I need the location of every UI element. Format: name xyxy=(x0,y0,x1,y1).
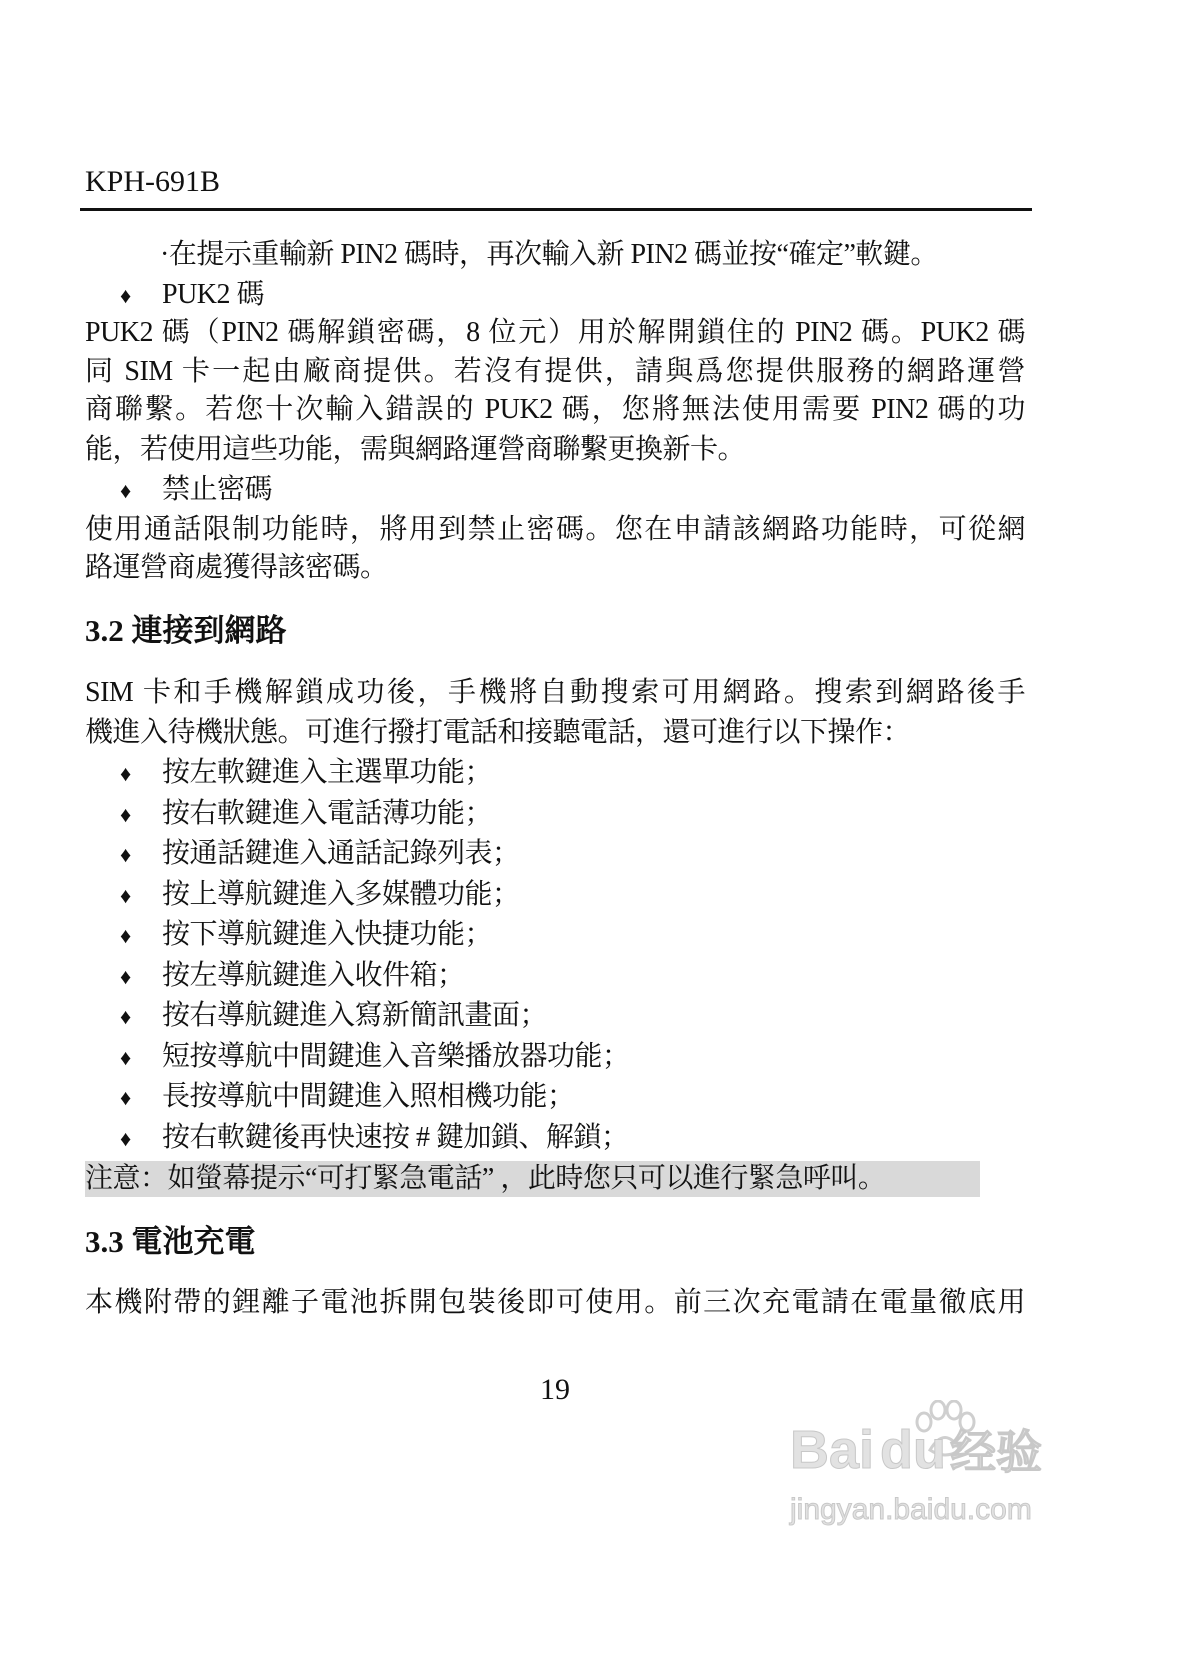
puk2-line: 能，若使用這些功能，需與網路運營商聯繫更換新卡。 xyxy=(85,434,746,465)
operation-list-item xyxy=(120,877,520,913)
puk2-title: PUK2 碼 xyxy=(162,279,265,310)
puk2-line: 商聯繫。若您十次輸入錯誤的 PUK2 碼，您將無法使用需要 PIN2 碼的功 xyxy=(85,394,1025,425)
operation-list-item xyxy=(120,1079,575,1115)
diamond-bullet-icon: ♦ xyxy=(120,478,131,503)
barring-line: 路運營商處獲得該密碼。 xyxy=(85,552,388,583)
diamond-bullet-icon: ♦ xyxy=(120,1004,131,1029)
pin2-confirm-line: ·在提示重輸新 PIN2 碼時，再次輸入新 PIN2 碼並按“確定”軟鍵。 xyxy=(160,239,938,270)
header-rule xyxy=(80,208,1032,211)
diamond-bullet-icon: ♦ xyxy=(120,842,131,867)
diamond-bullet-icon: ♦ xyxy=(120,1125,131,1151)
operation-text: 按右軟鍵進入電話薄功能； xyxy=(162,797,493,829)
operation-list-item xyxy=(120,998,547,1034)
section-heading-3-3: 3.3 電池充電 xyxy=(85,1224,256,1259)
diamond-bullet-icon: ♦ xyxy=(120,882,131,908)
bullet-barring xyxy=(120,472,272,508)
bullet-puk2 xyxy=(120,277,264,313)
operation-list-item xyxy=(120,796,492,832)
operation-text: 按上導航鍵進入多媒體功能； xyxy=(162,878,520,910)
operation-list-item xyxy=(120,958,465,994)
puk2-line: 同 SIM 卡一起由廠商提供。若沒有提供，請與爲您提供服務的網路運營 xyxy=(85,356,1025,387)
emergency-note: 注意：如螢幕提示“可打緊急電話” ，此時您只可以進行緊急呼叫。 xyxy=(85,1161,980,1197)
operation-text: 長按導航中間鍵進入照相機功能； xyxy=(162,1081,575,1112)
operation-text: 按下導航鍵進入快捷功能； xyxy=(162,919,493,950)
diamond-bullet-icon: ♦ xyxy=(120,801,131,827)
document-header-model: KPH-691B xyxy=(85,165,221,198)
operation-text: 按左導航鍵進入收件箱； xyxy=(162,959,465,991)
section-heading-3-2: 3.2 連接到網路 xyxy=(85,613,287,648)
diamond-bullet-icon: ♦ xyxy=(120,761,131,786)
operation-text: 按右軟鍵後再快速按 # 鍵加鎖、解鎖； xyxy=(162,1121,629,1153)
operation-text: 按左軟鍵進入主選單功能； xyxy=(162,757,493,788)
barring-title: 禁止密碼 xyxy=(162,474,273,505)
page-number: 19 xyxy=(540,1373,570,1406)
diamond-bullet-icon: ♦ xyxy=(120,923,131,948)
watermark-url: jingyan.baidu.com xyxy=(790,1493,1032,1526)
barring-line: 使用通話限制功能時，將用到禁止密碼。您在申請該網路功能時，可從網 xyxy=(85,514,1025,545)
puk2-line: PUK2 碼（PIN2 碼解鎖密碼，8 位元）用於解開鎖住的 PIN2 碼。PUK2 碼 xyxy=(85,317,1025,348)
operation-text: 按通話鍵進入通話記錄列表； xyxy=(162,838,520,869)
network-line: 機進入待機狀態。可進行撥打電話和接聽電話，還可進行以下操作： xyxy=(85,717,911,748)
diamond-bullet-icon: ♦ xyxy=(120,1044,131,1070)
diamond-bullet-icon: ♦ xyxy=(120,283,131,308)
operation-list-item xyxy=(120,917,492,953)
diamond-bullet-icon: ♦ xyxy=(120,963,131,989)
baidu-watermark xyxy=(790,1400,1090,1540)
operation-list-item xyxy=(120,836,520,872)
diamond-bullet-icon: ♦ xyxy=(120,1085,131,1110)
operation-list-item xyxy=(120,1120,629,1156)
operation-text: 短按導航中間鍵進入音樂播放器功能； xyxy=(162,1040,630,1072)
operation-list-item xyxy=(120,1039,630,1075)
watermark-brand: Bai du经验 xyxy=(790,1420,1043,1480)
network-line: SIM 卡和手機解鎖成功後，手機將自動搜索可用網路。搜索到網路後手 xyxy=(85,677,1025,708)
operation-text: 按右導航鍵進入寫新簡訊畫面； xyxy=(162,1000,548,1031)
operation-list-item xyxy=(120,755,492,791)
battery-line: 本機附帶的鋰離子電池拆開包裝後即可使用。前三次充電請在電量徹底用 xyxy=(85,1287,1025,1318)
